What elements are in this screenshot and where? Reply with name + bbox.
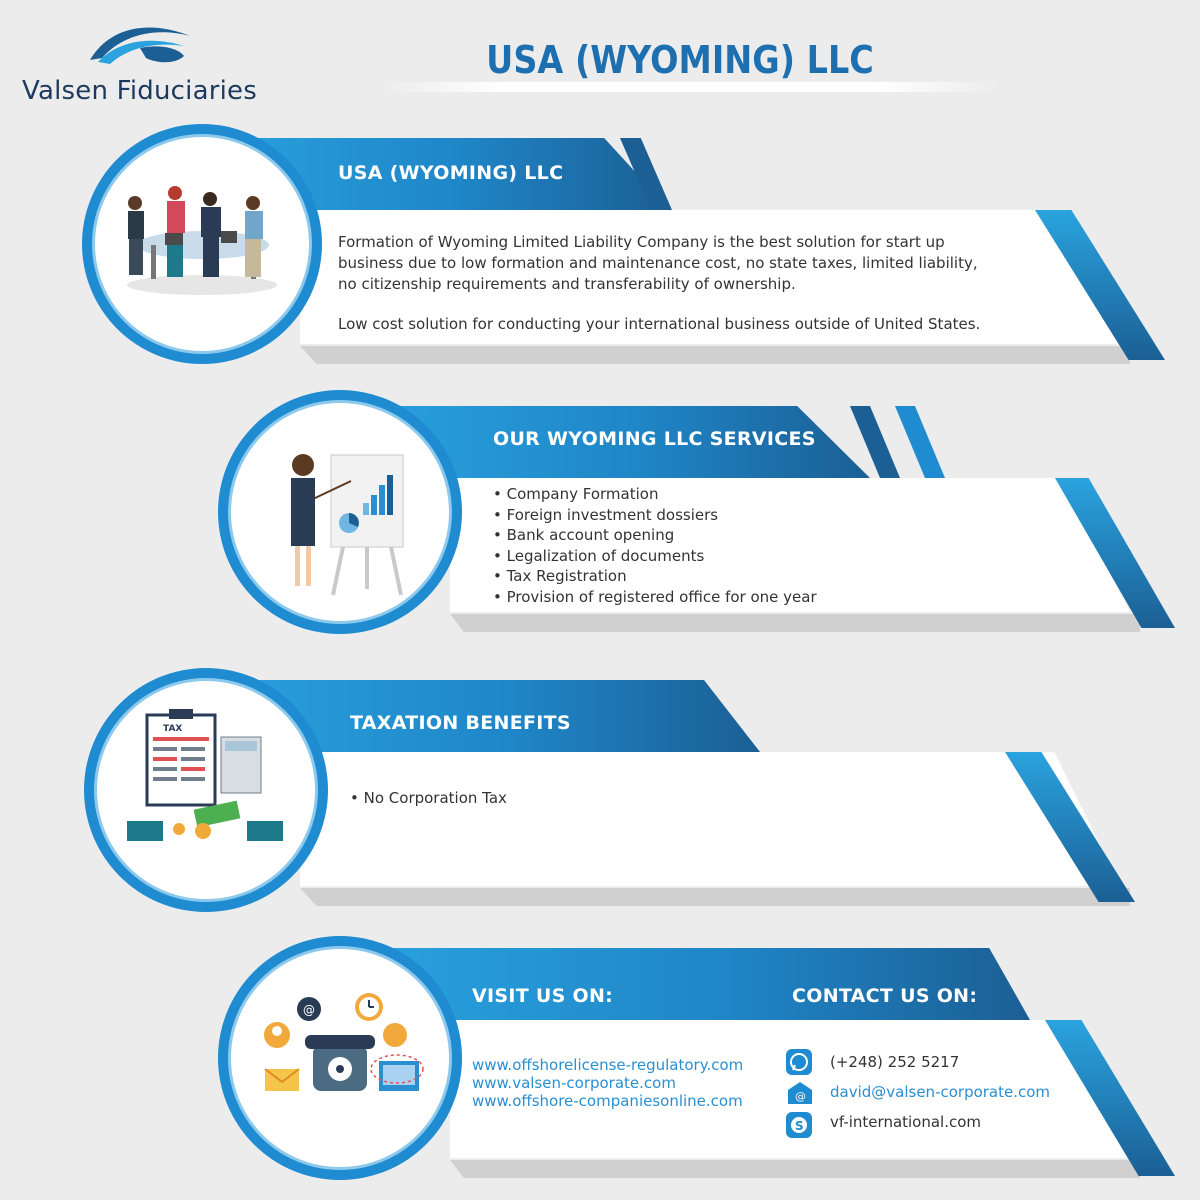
presentation-illustration <box>228 400 452 624</box>
email-address[interactable]: david@valsen-corporate.com <box>830 1083 1051 1101</box>
section-contact <box>0 940 1200 1200</box>
tax-label: TAX <box>163 724 183 734</box>
list-item: • Provision of registered office for one year <box>493 587 817 608</box>
overview-paragraph-2: Low cost solution for conducting your international business outside of United States. <box>338 315 981 333</box>
title-underline <box>380 82 1000 92</box>
services-title: OUR WYOMING LLC SERVICES <box>493 428 816 450</box>
list-item: • Bank account opening <box>493 525 817 546</box>
page-title: USA (WYOMING) LLC <box>486 38 874 82</box>
section-taxation <box>0 670 1200 920</box>
contact-title: CONTACT US ON: <box>792 985 978 1007</box>
website-contact[interactable]: vf-international.com <box>830 1113 982 1131</box>
list-item: • Company Formation <box>493 484 817 505</box>
contact-illustration <box>228 946 452 1170</box>
taxation-title: TAXATION BENEFITS <box>350 712 571 734</box>
section-overview <box>0 130 1200 380</box>
taxation-list <box>350 788 507 809</box>
svg-text:@: @ <box>303 1003 315 1017</box>
website-link[interactable]: www.offshorelicense-regulatory.com <box>472 1056 744 1074</box>
list-item: • Legalization of documents <box>493 546 817 567</box>
website-link[interactable]: www.valsen-corporate.com <box>472 1074 676 1092</box>
svg-text:S: S <box>795 1119 804 1133</box>
email-icon <box>786 1080 814 1106</box>
list-item: • Foreign investment dossiers <box>493 505 817 526</box>
brand-name: Valsen Fiduciaries <box>22 76 257 106</box>
website-link[interactable]: www.offshore-companiesonline.com <box>472 1092 743 1110</box>
svg-text:@: @ <box>795 1090 806 1103</box>
website-links <box>472 1056 743 1110</box>
meeting-illustration <box>92 134 312 354</box>
visit-title: VISIT US ON: <box>472 985 614 1007</box>
tax-illustration <box>94 678 318 902</box>
services-list <box>493 484 817 607</box>
brand-logo <box>80 18 200 78</box>
list-item: • Tax Registration <box>493 566 817 587</box>
phone-number[interactable]: (+248) 252 5217 <box>830 1053 960 1071</box>
whatsapp-icon <box>786 1049 812 1075</box>
skype-icon <box>786 1112 812 1138</box>
section-services <box>0 400 1200 650</box>
list-item: • No Corporation Tax <box>350 788 507 809</box>
overview-paragraph-1: Formation of Wyoming Limited Liability Company is the best solution for start up business due to low formation and maintenance cost, no state taxes, limited liability, no citizenship requirements and transferability of ownership. <box>338 233 978 293</box>
overview-title: USA (WYOMING) LLC <box>338 162 564 184</box>
